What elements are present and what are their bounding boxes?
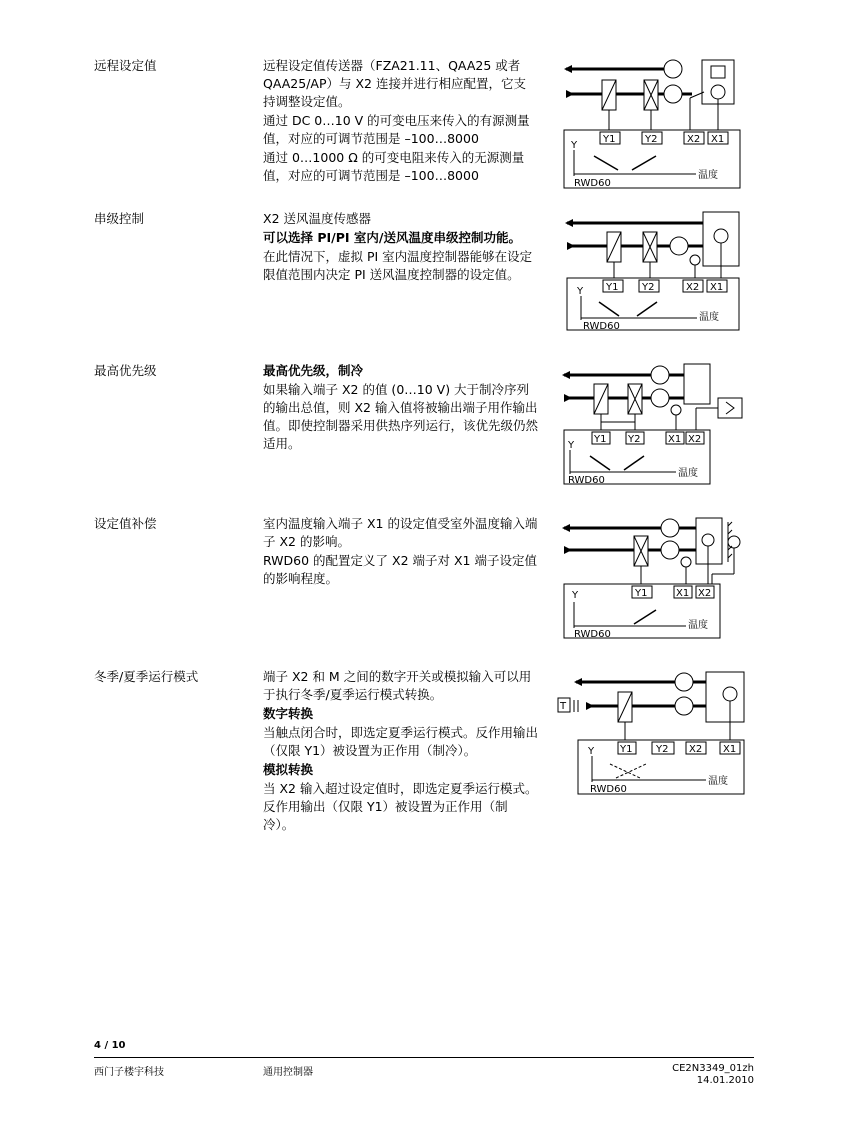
axis-y-label: Y bbox=[568, 440, 575, 451]
terminal-label: Y1 bbox=[635, 588, 648, 599]
paragraph: 如果输入端子 X2 的值 (0…10 V) 大于制冷序列的输出总值，则 X2 输入值将被输出端子用作输出值。即使控制器采用供热序列运行，该优先级仍然适用。 bbox=[263, 382, 539, 451]
paragraph: 通过 DC 0…10 V 的可变电压来传入的有源测量值，对应的可调节范围是 –100…8000 bbox=[263, 113, 530, 146]
axis-x-label: 温度 bbox=[708, 776, 728, 787]
terminal-label: Y1 bbox=[606, 282, 619, 293]
device-label: RWD60 bbox=[590, 784, 627, 795]
terminal-label: X1 bbox=[711, 134, 725, 145]
terminal-label: X2 bbox=[686, 282, 700, 293]
section-label: 冬季/夏季运行模式 bbox=[94, 669, 199, 684]
axis-y-label: Y bbox=[571, 140, 578, 151]
axis-x-label: 温度 bbox=[678, 468, 698, 479]
axis-x-label: 温度 bbox=[688, 620, 708, 631]
device-label: RWD60 bbox=[568, 475, 605, 486]
terminal-label: Y1 bbox=[620, 744, 633, 755]
paragraph: 通过 0…1000 Ω 的可变电阻来传入的无源测量值，对应的可调节范围是 –100…8000 bbox=[263, 150, 525, 183]
device-label: RWD60 bbox=[574, 178, 611, 189]
footer-product: 通用控制器 bbox=[263, 1067, 313, 1078]
section-label: 串级控制 bbox=[94, 211, 145, 226]
diagram-remote-setpoint bbox=[560, 52, 746, 190]
axis-x-label: 温度 bbox=[698, 170, 718, 181]
terminal-label: Y1 bbox=[603, 134, 616, 145]
paragraph: 可以选择 PI/PI 室内/送风温度串级控制功能。 bbox=[263, 230, 521, 245]
terminal-label: Y2 bbox=[628, 434, 641, 445]
footer-date: 14.01.2010 bbox=[696, 1075, 754, 1086]
device-label: RWD60 bbox=[583, 321, 620, 332]
footer-divider bbox=[94, 1057, 754, 1058]
terminal-label: Y2 bbox=[656, 744, 669, 755]
section-body bbox=[263, 668, 538, 835]
footer-company: 西门子楼宇科技 bbox=[94, 1067, 164, 1078]
terminal-label: X1 bbox=[676, 588, 690, 599]
diagram-winter-summer bbox=[556, 666, 748, 798]
section-heading: 最高优先级，制冷 bbox=[263, 363, 364, 378]
paragraph: X2 送风温度传感器 bbox=[263, 211, 371, 226]
paragraph: 当触点闭合时，即选定夏季运行模式。反作用输出（仅限 Y1）被设置为正作用（制冷）。 bbox=[263, 725, 539, 758]
paragraph: 当 X2 输入超过设定值时，即选定夏季运行模式。反作用输出（仅限 Y1）被设置为正作用（制冷）。 bbox=[263, 781, 538, 832]
terminal-label: X1 bbox=[668, 434, 682, 445]
section-body bbox=[263, 515, 538, 589]
section-body bbox=[263, 57, 538, 186]
section-label: 设定值补偿 bbox=[94, 516, 157, 531]
section-body bbox=[263, 210, 538, 285]
paragraph: 端子 X2 和 M 之间的数字开关或模拟输入可以用于执行冬季/夏季运行模式转换。 bbox=[263, 669, 532, 702]
device-label: RWD60 bbox=[574, 629, 611, 640]
terminal-label: X2 bbox=[688, 434, 702, 445]
paragraph: 远程设定值传送器（FZA21.11、QAA25 或者 QAA25/AP）与 X2 连接并进行相应配置，它支持调整设定值。 bbox=[263, 58, 526, 109]
terminal-label: X2 bbox=[687, 134, 701, 145]
paragraph: 在此情况下，虚拟 PI 室内温度控制器能够在设定限值范围内决定 PI 送风温度控制器的设定值。 bbox=[263, 249, 533, 282]
terminal-label: X2 bbox=[689, 744, 703, 755]
terminal-label: Y1 bbox=[594, 434, 607, 445]
axis-x-label: 温度 bbox=[699, 312, 719, 323]
axis-y-label: Y bbox=[577, 286, 584, 297]
sub-heading: 数字转换 bbox=[263, 706, 314, 721]
axis-y-label: Y bbox=[588, 746, 595, 757]
diagram-setpoint-compensation bbox=[560, 514, 746, 640]
paragraph: RWD60 的配置定义了 X2 端子对 X1 端子设定值的影响程度。 bbox=[263, 553, 537, 586]
footer-doc-id: CE2N3349_01zh bbox=[672, 1063, 754, 1074]
page-number: 4 / 10 bbox=[94, 1040, 126, 1051]
section-label: 最高优先级 bbox=[94, 363, 157, 378]
section-body bbox=[263, 362, 538, 454]
switch-label: T bbox=[560, 701, 567, 712]
sub-heading: 模拟转换 bbox=[263, 762, 314, 777]
terminal-label: X1 bbox=[723, 744, 737, 755]
diagram-cascade-control bbox=[563, 208, 743, 332]
terminal-label: X1 bbox=[710, 282, 724, 293]
axis-y-label: Y bbox=[572, 590, 579, 601]
terminal-label: Y2 bbox=[642, 282, 655, 293]
terminal-label: Y2 bbox=[645, 134, 658, 145]
footer-doc-info bbox=[672, 1063, 754, 1087]
terminal-label: X2 bbox=[698, 588, 712, 599]
diagram-max-priority bbox=[560, 360, 752, 486]
section-label: 远程设定值 bbox=[94, 58, 157, 73]
paragraph: 室内温度输入端子 X1 的设定值受室外温度输入端子 X2 的影响。 bbox=[263, 516, 538, 549]
